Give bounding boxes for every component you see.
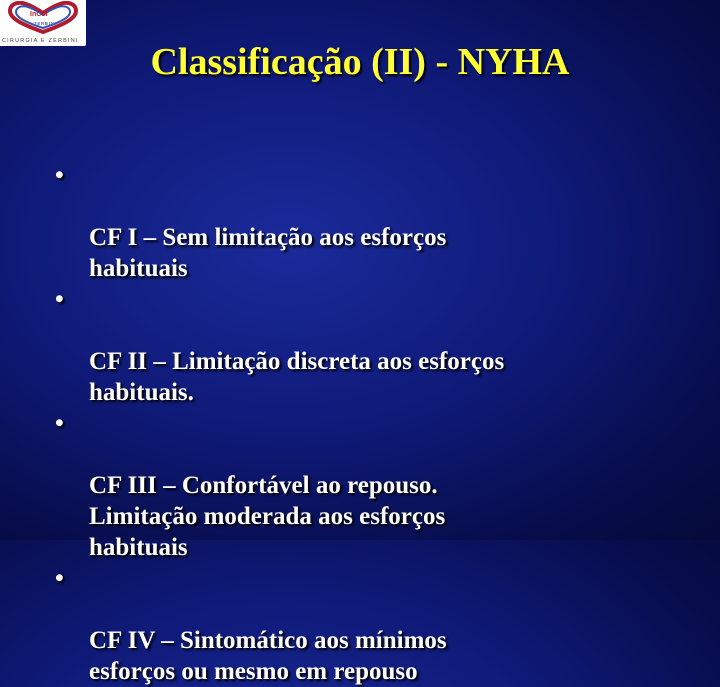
heart-logo-icon (4, 1, 82, 35)
logo-brand-text: InCor (30, 11, 49, 18)
bullet-icon: • (55, 286, 64, 313)
bullet-text: CF IV – Sintomático aos mínimos esforços ou mesmo em repouso (89, 627, 447, 685)
logo-caption: CIRURGIA E ZERBINI (2, 38, 79, 44)
logo-brand-subtext: ZERBINI (34, 21, 57, 26)
bullet-text: CF I – Sem limitação aos esforços habituais (89, 224, 447, 282)
bullet-icon: • (55, 162, 64, 189)
bullet-item-cf4 (55, 563, 685, 687)
bullet-text: CF III – Confortável ao repouso. Limitação moderada aos esforços habituais (89, 472, 446, 561)
bullet-icon: • (55, 565, 64, 592)
bullet-text: CF II – Limitação discreta aos esforços habituais. (89, 348, 505, 406)
bullet-item-cf1 (55, 160, 685, 284)
bullet-icon: • (55, 410, 64, 437)
bullet-item-cf2 (55, 284, 685, 408)
slide-title: Classificação (II) - NYHA (150, 41, 570, 83)
bullet-list (55, 160, 685, 687)
